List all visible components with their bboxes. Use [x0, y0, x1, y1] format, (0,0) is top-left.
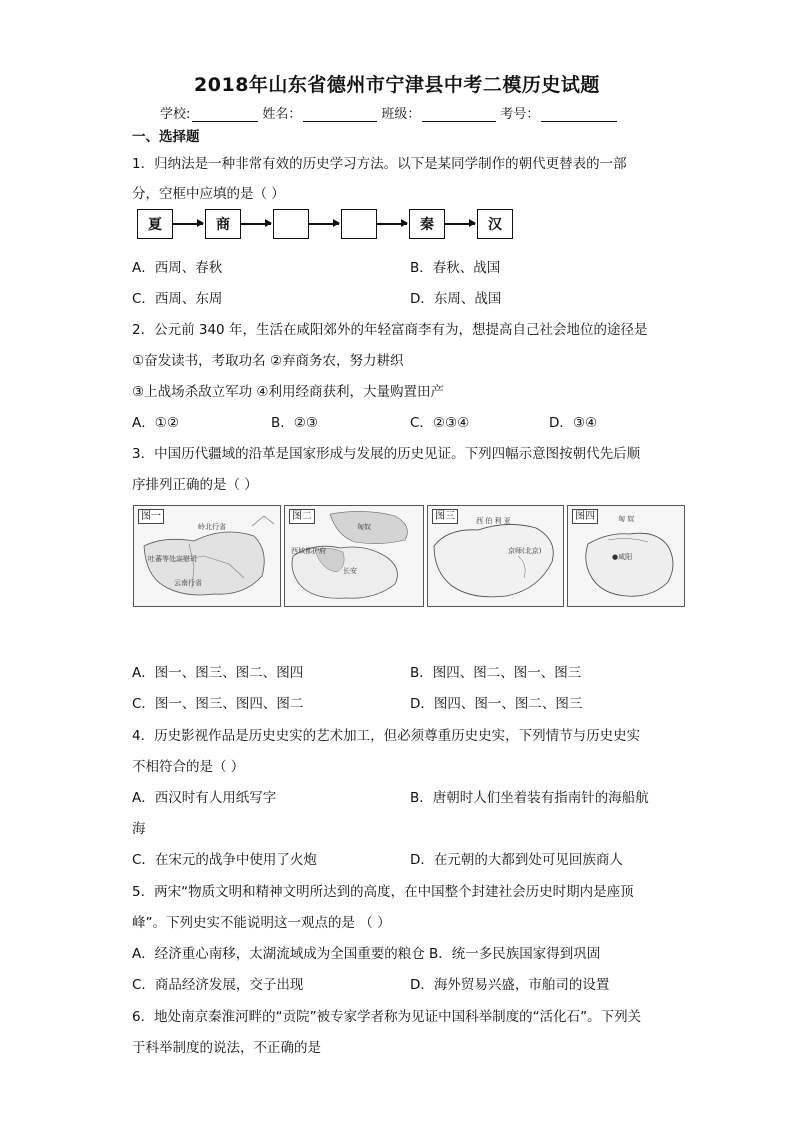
- q2-option-a[interactable]: A．①②: [132, 415, 179, 431]
- section-heading: 一、选择题: [132, 129, 200, 145]
- map-4-tag-1: 匈 奴: [618, 515, 635, 523]
- q2-stem-line3: ③上战场杀敌立军功 ④利用经商获利，大量购置田产: [132, 384, 444, 400]
- q2-option-d[interactable]: D．③④: [549, 415, 598, 431]
- map-3-label: 图三: [432, 509, 458, 524]
- q4-option-c[interactable]: C．在宋元的战争中使用了火炮: [132, 852, 317, 868]
- name-field[interactable]: [262, 103, 377, 122]
- q6-stem-line2: 于科举制度的说法，不正确的是: [132, 1040, 321, 1056]
- q3-option-a[interactable]: A．图一、图三、图二、图四: [132, 665, 304, 681]
- map-2-tag-3: 长安: [343, 567, 357, 575]
- chain-box-6: 汉: [477, 209, 513, 239]
- chain-box-5: 秦: [409, 209, 445, 239]
- map-3-tag-1: 西 伯 利 亚: [476, 517, 511, 525]
- q4-stem-line1: 4．历史影视作品是历史史实的艺术加工，但必须尊重历史史实，下列情节与历史史实: [132, 728, 641, 744]
- map-2-tag-1: 匈奴: [357, 523, 371, 531]
- exam-no-field[interactable]: [500, 103, 617, 122]
- map-1-label: 图一: [138, 509, 164, 524]
- class-blank[interactable]: [422, 107, 496, 122]
- chain-arrow-icon: [241, 223, 271, 225]
- name-label: 姓名：: [262, 107, 302, 122]
- q1-option-d[interactable]: D．东周、战国: [410, 291, 502, 307]
- chain-box-2: 商: [205, 209, 241, 239]
- map-2-label: 图二: [289, 509, 315, 524]
- chain-box-blank-1: [273, 209, 309, 239]
- map-figure-4: [567, 505, 685, 607]
- name-blank[interactable]: [303, 107, 377, 122]
- q3-option-d[interactable]: D．图四、图一、图二、图三: [410, 696, 583, 712]
- q3-stem-line1: 3．中国历代疆域的沿革是国家形成与发展的历史见证。下列四幅示意图按朝代先后顺: [132, 446, 641, 462]
- q5-stem-line2: 峰”。下列史实不能说明这一观点的是 （ ）: [132, 915, 391, 931]
- exam-no-blank[interactable]: [541, 107, 617, 122]
- chain-box-1: 夏: [137, 209, 173, 239]
- q4-option-b[interactable]: B．唐朝时人们坐着装有指南针的海船航: [410, 790, 649, 806]
- dynasty-chain-diagram: [137, 209, 517, 243]
- student-info-line: [160, 103, 621, 122]
- class-label: 班级：: [381, 107, 421, 122]
- map-4-tag-2: ●咸阳: [612, 553, 633, 561]
- chain-arrow-icon: [445, 223, 475, 225]
- q5-option-c[interactable]: C．商品经济发展，交子出现: [132, 977, 304, 993]
- map-4-label: 图四: [572, 509, 598, 524]
- q6-stem-line1: 6．地处南京秦淮河畔的“贡院”被专家学者称为见证中国科举制度的“活化石”。下列关: [132, 1009, 642, 1025]
- q4-option-b-wrap: 海: [132, 821, 146, 837]
- map-figure-1: [133, 505, 281, 607]
- class-field[interactable]: [381, 103, 496, 122]
- exam-no-label: 考号：: [500, 107, 540, 122]
- map-figure-2: [284, 505, 424, 607]
- q1-option-c[interactable]: C．西周、东周: [132, 291, 223, 307]
- q1-stem-line1: 1．归纳法是一种非常有效的历史学习方法。以下是某同学制作的朝代更替表的一部: [132, 156, 627, 172]
- map-figure-3: [427, 505, 564, 607]
- map-3-tag-2: 京师(北京): [508, 547, 542, 555]
- q1-stem-line2: 分，空框中应填的是（ ）: [132, 186, 285, 202]
- school-label: 学校:: [160, 107, 191, 122]
- map-1-tag-2: 吐蕃等处宣慰司: [148, 555, 197, 563]
- q3-option-c[interactable]: C．图一、图三、图四、图二: [132, 696, 304, 712]
- q2-option-c[interactable]: C．②③④: [410, 415, 470, 431]
- map-1-tag-3: 云南行省: [174, 579, 202, 587]
- q5-stem-line1: 5．两宋“物质文明和精神文明所达到的高度，在中国整个封建社会历史时期内是座顶: [132, 884, 634, 900]
- q4-option-d[interactable]: D．在元朝的大都到处可见回族商人: [410, 852, 623, 868]
- q1-option-a[interactable]: A．西周、春秋: [132, 260, 223, 276]
- q2-stem-line2: ①奋发读书，考取功名 ②弃商务农，努力耕织: [132, 353, 404, 369]
- q4-option-a[interactable]: A．西汉时有人用纸写字: [132, 790, 277, 806]
- chain-arrow-icon: [173, 223, 203, 225]
- school-field[interactable]: [160, 103, 258, 122]
- chain-box-blank-2: [341, 209, 377, 239]
- q2-option-b[interactable]: B．②③: [271, 415, 318, 431]
- chain-arrow-icon: [309, 223, 339, 225]
- q4-stem-line2: 不相符合的是（ ）: [132, 759, 245, 775]
- q3-option-b[interactable]: B．图四、图二、图一、图三: [410, 665, 582, 681]
- map-1-tag-1: 岭北行省: [198, 523, 226, 531]
- exam-title: 2018年山东省德州市宁津县中考二模历史试题: [194, 74, 600, 96]
- school-blank[interactable]: [192, 107, 258, 122]
- chain-arrow-icon: [377, 223, 407, 225]
- q3-stem-line2: 序排列正确的是（ ）: [132, 477, 258, 493]
- map-2-tag-2: 西域都护府: [291, 547, 326, 555]
- q2-stem-line1: 2．公元前 340 年，生活在咸阳郊外的年轻富商李有为，想提高自己社会地位的途径是: [132, 322, 648, 338]
- q5-option-d[interactable]: D．海外贸易兴盛，市舶司的设置: [410, 977, 610, 993]
- q5-option-a-b[interactable]: A．经济重心南移，太湖流域成为全国重要的粮仓 B．统一多民族国家得到巩固: [132, 946, 601, 962]
- q1-option-b[interactable]: B．春秋、战国: [410, 260, 501, 276]
